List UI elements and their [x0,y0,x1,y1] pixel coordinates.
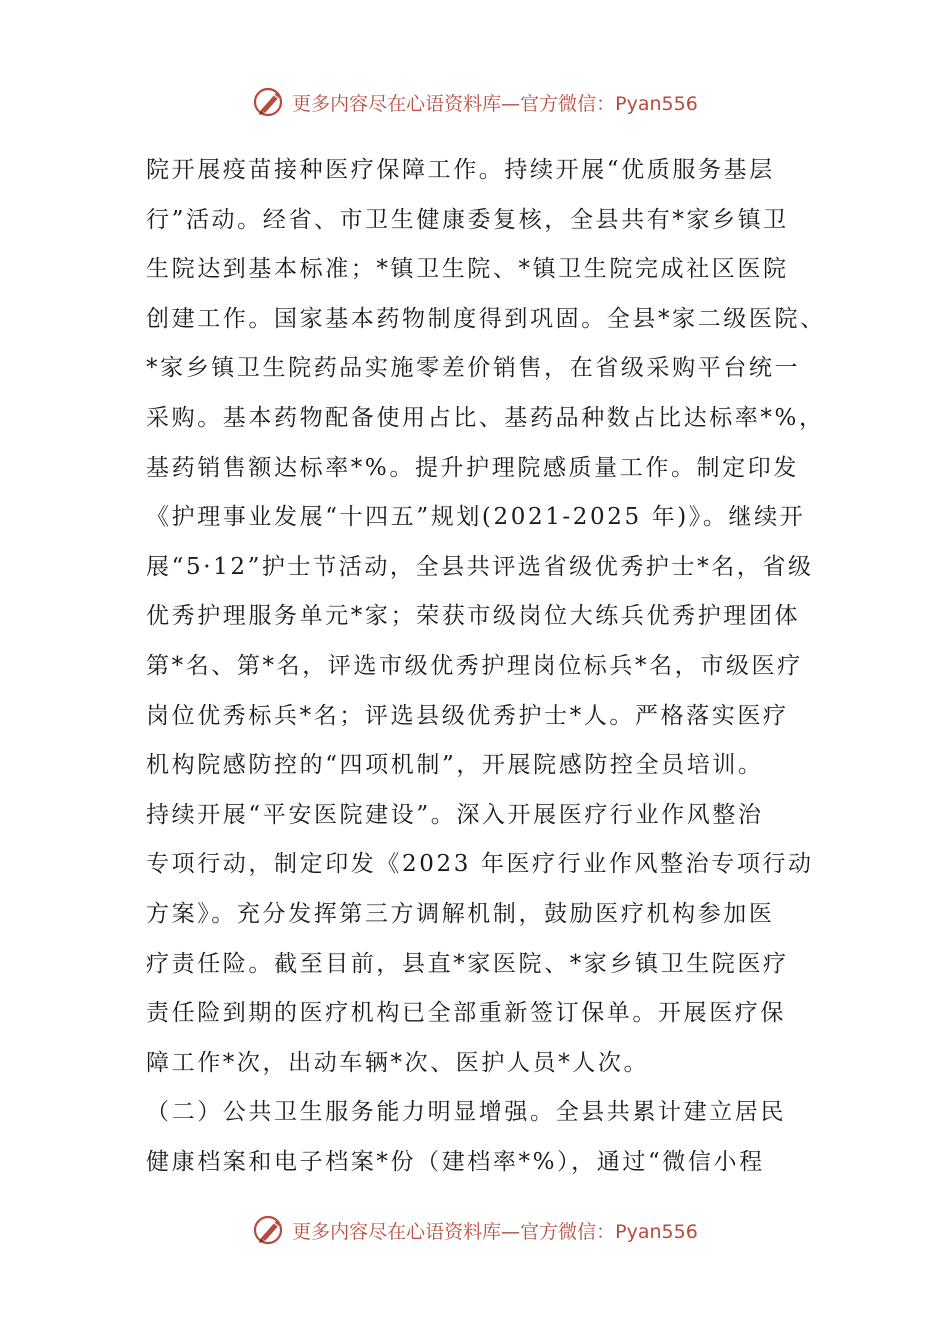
text-line: 机构院感防控的“四项机制”，开展院感防控全员培训。 [146,752,764,779]
text-line: 基药销售额达标率*%。提升护理院感质量工作。制定印发 [146,454,799,481]
text-line: 方案》。充分发挥第三方调解机制，鼓励医疗机构参加医 [146,900,775,927]
text-line: 采购。基本药物配备使用占比、基药品种数占比达标率*%， [146,404,825,431]
text-line: *家乡镇卫生院药品实施零差价销售，在省级采购平台统一 [146,355,801,382]
text-line: 第*名、第*名，评选市级优秀护理岗位标兵*名，市级医疗 [146,652,803,679]
text-line: 持续开展“平安医院建设”。深入开展医疗行业作风整治 [146,801,764,828]
text-line: 责任险到期的医疗机构已全部重新签订保单。开展医疗保 [146,1000,786,1027]
banner-brand: 更多内容尽在心语资料库 [292,1220,502,1243]
text-line: 障工作*次，出动车辆*次、医护人员*人次。 [146,1049,650,1076]
text-line: 健康档案和电子档案*份（建档率*%），通过“微信小程 [146,1148,765,1175]
text-line: 疗责任险。截至目前，县直*家医院、*家乡镇卫生院医疗 [146,950,789,977]
text-line: 创建工作。国家基本药物制度得到巩固。全县*家二级医院、 [146,305,826,332]
text-line: 行”活动。经省、市卫生健康委复核，全县共有*家乡镇卫 [146,206,789,233]
document-body [146,146,826,1187]
pen-logo-icon [252,84,288,120]
header-banner [0,80,950,124]
section-heading-line: （二）公共卫生服务能力明显增强。全县共累计建立居民 [146,1099,786,1126]
text-line: 生院达到基本标准；*镇卫生院、*镇卫生院完成社区医院 [146,256,789,283]
banner-contact: —官方微信：Pyan556 [501,1220,698,1243]
text-line: 展“5·12”护士节活动，全县共评选省级优秀护士*名，省级 [146,553,814,580]
text-line: 岗位优秀标兵*名；评选县级优秀护士*人。严格落实医疗 [146,702,789,729]
pen-logo-icon [252,1212,288,1248]
banner-contact: —官方微信：Pyan556 [501,92,698,115]
text-line: 优秀护理服务单元*家；荣获市级岗位大练兵优秀护理团体 [146,603,801,630]
text-line: 专项行动，制定印发《2023 年医疗行业作风整治专项行动 [146,851,814,878]
footer-banner [0,1208,950,1252]
text-line: 《护理事业发展“十四五”规划(2021-2025 年)》。继续开 [146,504,806,531]
text-line: 院开展疫苗接种医疗保障工作。持续开展“优质服务基层 [146,157,775,183]
banner-brand: 更多内容尽在心语资料库 [292,92,502,115]
